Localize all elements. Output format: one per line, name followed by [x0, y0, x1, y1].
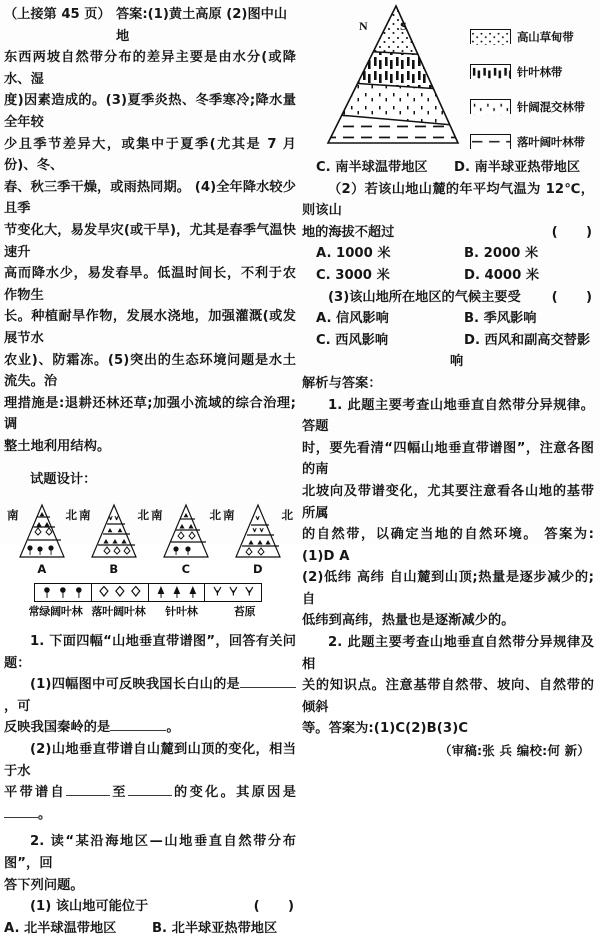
analysis-line-3: 北坡向及带谱变化，尤其要注意看各山地的基带所属	[302, 483, 594, 521]
answer-line-8: 农业)、防霜冻。(5)突出的生态环境问题是水土流失。治	[4, 352, 296, 390]
answer-blank-4[interactable]	[128, 782, 172, 796]
mountain-label-a: A	[37, 562, 47, 577]
direction-label-north-c: 北	[209, 508, 221, 523]
continuation-note: （上接第 45 页）	[4, 7, 111, 22]
question-1-sub2-line1: (2)山地垂直带谱自山麓到山顶的变化，相当于水	[4, 742, 296, 779]
answer-line-1: 东西两坡自然带分布的差异主要是由水分(或降水、湿	[4, 50, 296, 87]
legend-key-row-alpine-meadow	[470, 22, 598, 51]
question-2-sub1-row	[4, 896, 296, 918]
legend-name-conifer: 针叶林	[165, 605, 198, 619]
question-2-sub2-options-ab	[302, 243, 594, 265]
answer-line-5: 节变化大，易发旱灾(或干旱)，尤其是春季气温快速升	[4, 222, 296, 260]
direction-label-north-d: 北	[281, 508, 293, 523]
mountain-diagram-d	[224, 503, 292, 576]
mountain-diagram-b	[80, 503, 148, 576]
q1-sub1-text: (1)四幅图中可反映我国长白山的是	[30, 677, 240, 693]
mountain-label-d: D	[253, 562, 263, 577]
deciduous-broadleaf-tree-icon	[92, 584, 148, 601]
mountain-diagram-c	[152, 503, 220, 576]
dashes-pattern-icon	[470, 134, 511, 149]
question-2-sub3-options-cd	[302, 330, 594, 373]
legend-cell-deciduous	[92, 584, 149, 601]
option-b-q2-3[interactable]: B. 季风影响	[464, 311, 537, 327]
answer-line-3: 少且季节差异大，或集中于夏季(尤其是 7 月份)、冬、	[4, 136, 296, 174]
dense-dots-pattern-icon	[470, 29, 511, 44]
q1-sub1-tail: ，可	[4, 698, 31, 714]
right-column	[302, 0, 594, 759]
analysis-line-9: 等。答案为:(1)C(2)B(3)C	[302, 721, 469, 737]
legend-name-deciduous: 落叶阔叶林	[91, 605, 146, 619]
mountain-zonation-svg	[306, 0, 486, 152]
q1-sub2e-text: 。	[38, 806, 52, 822]
south-label: S	[400, 19, 407, 33]
answer-line-2: 度)因素造成的。(3)夏季炎热、冬季寒冷;降水量全年较	[4, 93, 296, 130]
answer-blank-3[interactable]	[66, 782, 110, 796]
legend-key-label-coniferous: 针叶林带	[517, 64, 563, 79]
answer-line-9: 理措施是:退耕还林还草;加强小流域的综合治理;调	[4, 395, 296, 433]
legend-name-row	[24, 603, 276, 619]
legend-key-row-deciduous	[470, 127, 598, 156]
analysis-title: 解析与答案：	[302, 375, 382, 391]
answer-blank-1[interactable]	[240, 674, 296, 688]
legend-name-evergreen: 常绿阔叶林	[28, 605, 83, 619]
legend-cell-conifer	[149, 584, 206, 601]
question-1-sub1-line2	[4, 717, 296, 739]
mountain-zonation-figure	[302, 0, 594, 152]
question-2-sub3-row	[302, 287, 594, 309]
mountain-label-c: C	[181, 562, 191, 577]
direction-label-north-b: 北	[137, 508, 149, 523]
credits-line: （审稿:张 兵 编校:何 新）	[438, 743, 590, 759]
direction-label-south-d: 南	[223, 508, 235, 523]
question-1-stem: 1. 下面四幅“山地垂直带谱图”，回答有关问题：	[4, 634, 296, 671]
answer-blank-5[interactable]	[4, 804, 38, 818]
option-a-q2-3[interactable]: A. 信风影响	[316, 311, 389, 327]
analysis-line-6: 低纬到高纬，热量也是逐渐减少的。	[302, 613, 515, 629]
question-2-stem-line1: 2. 读“某沿海地区—山地垂直自然带分布图”，回	[4, 834, 296, 871]
conifer-tree-icon	[149, 584, 205, 601]
option-d-q2-2[interactable]: D. 4000 米	[464, 267, 540, 283]
legend-key-label-alpine-meadow: 高山草甸带	[517, 29, 574, 44]
left-column	[4, 0, 296, 936]
question-2-sub1: (1) 该山地可能位于	[30, 899, 149, 915]
legend-cell-tundra	[205, 584, 261, 601]
answer-bracket-q2-1[interactable]: ( )	[253, 899, 296, 915]
analysis-line-4: 的自然带，以确定当地的自然环境。 答案为:(1)D A	[302, 527, 594, 564]
evergreen-broadleaf-tree-icon	[35, 584, 91, 601]
direction-label-south-a: 南	[7, 508, 19, 523]
question-2-stem-line2: 答下列问题。	[4, 877, 84, 893]
band-alpine-meadow	[306, 0, 486, 58]
zonation-legend-key	[470, 22, 598, 162]
north-label: N	[359, 19, 368, 33]
answer-blank-2[interactable]	[110, 717, 166, 731]
option-a-q2-1[interactable]: A. 北半球温带地区	[4, 920, 117, 936]
legend-key-label-mixed: 针阔混交林带	[517, 99, 585, 114]
sparse-dots-pattern-icon	[470, 99, 511, 114]
thick-bars-pattern-icon	[470, 64, 511, 79]
q1-sub1c-text: 反映我国秦岭的是	[4, 720, 111, 736]
answer-bracket-q2-3[interactable]: ( )	[551, 289, 594, 305]
q1-sub2d-text: 的变化。其原因是	[171, 785, 296, 801]
answer-line-7: 长。种植耐旱作物，发展水浇地，加强灌溉(或发展节水	[4, 309, 296, 346]
answer-line-10: 整土地利用结构。	[4, 438, 111, 454]
mountain-diagram-group	[4, 503, 296, 576]
option-b-q2-2[interactable]: B. 2000 米	[464, 246, 539, 262]
option-c-q2-2[interactable]: C. 3000 米	[316, 267, 390, 283]
tundra-icon	[205, 584, 261, 601]
legend-key-row-coniferous	[470, 57, 598, 86]
direction-label-north-a: 北	[65, 508, 77, 523]
analysis-line-2: 时，要先看清“四幅山地垂直带谱图”，注意各图的南	[302, 440, 594, 478]
mountain-diagram-a	[8, 503, 76, 576]
vegetation-legend	[4, 583, 296, 619]
question-2-sub2-line1: （2）若该山地山麓的年平均气温为 12℃，则该山	[302, 181, 594, 219]
answer-lead: 答案:(1)黄土高原 (2)图中山地	[116, 7, 288, 44]
mountain-label-b: B	[109, 562, 119, 577]
question-1-sub2-line2	[4, 782, 296, 825]
legend-key-label-deciduous: 落叶阔叶林带	[517, 134, 585, 149]
option-c-q2-3[interactable]: C. 西风影响	[316, 332, 389, 348]
analysis-line-8: 关的知识点。注意基带自然带、坡向、自然带的倾斜	[302, 678, 594, 715]
analysis-line-1: 1. 此题主要考查山地垂直自然带分异规律。答题	[302, 397, 594, 435]
q1-sub1d-text: 。	[166, 720, 180, 736]
answer-line-4: 春、秋三季干燥，或雨热同期。 (4)全年降水较少且季	[4, 179, 296, 217]
direction-label-south-b: 南	[79, 508, 91, 523]
legend-symbol-bar	[34, 583, 262, 602]
legend-name-tundra: 苔原	[233, 605, 256, 619]
question-2-sub3-options-ab	[302, 308, 594, 330]
question-1-sub1-line1	[4, 674, 296, 717]
option-a-q2-2[interactable]: A. 1000 米	[316, 246, 391, 262]
section-title: 试题设计：	[30, 472, 97, 488]
option-b-q2-1[interactable]: B. 北半球亚热带地区	[152, 920, 278, 936]
question-2-sub3: (3)该山地所在地区的气候主要受	[328, 289, 521, 305]
analysis-line-7: 2. 此题主要考查山地垂直自然带分异规律及相	[302, 635, 594, 672]
option-d-q2-1[interactable]: D. 南半球亚热带地区	[454, 160, 581, 175]
legend-cell-evergreen	[35, 584, 92, 601]
analysis-line-5: (2)低纬 高纬 自山麓到山顶;热量是逐步减少的;自	[302, 570, 594, 607]
option-c-q2-1[interactable]: C. 南半球温带地区	[316, 160, 428, 175]
legend-key-row-mixed	[470, 92, 598, 121]
question-2-sub2-line2: 地的海拔不超过	[302, 224, 395, 240]
continuation-header	[4, 4, 296, 47]
question-2-options-row	[4, 918, 296, 939]
question-2-sub2-options-cd	[302, 265, 594, 287]
option-d-q2-3[interactable]: D. 西风和副高交替影响	[450, 332, 591, 370]
question-2-sub2-line2-row	[302, 222, 594, 244]
answer-bracket-q2-2[interactable]: ( )	[551, 224, 594, 240]
answer-line-6: 高而降水少，易发春旱。低温时间长，不利于农作物生	[4, 266, 296, 303]
q1-sub2b-text: 平带谱自	[4, 785, 67, 801]
direction-label-south-c: 南	[151, 508, 163, 523]
mountain-bands	[306, 0, 486, 152]
q1-sub2c-text: 至	[110, 785, 128, 801]
